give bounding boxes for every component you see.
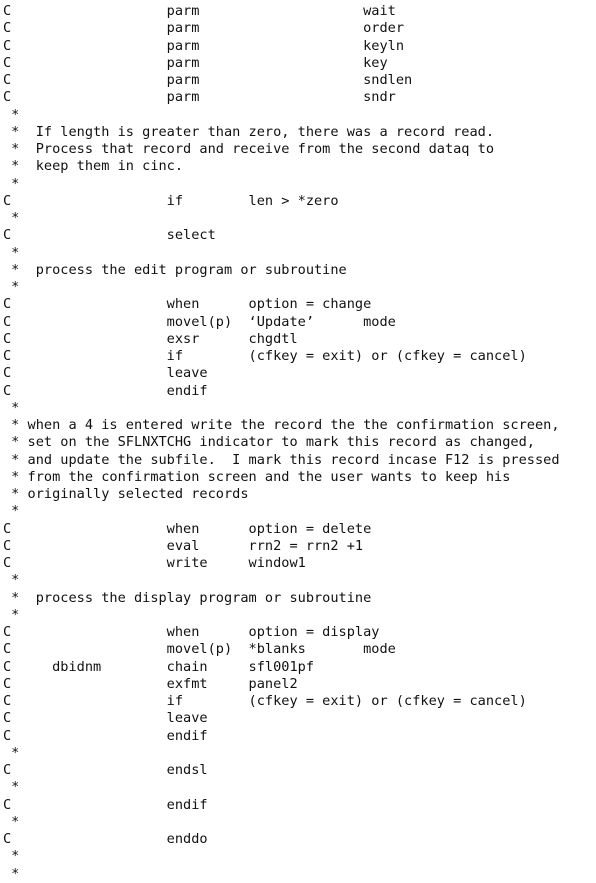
code-line: C endif	[3, 727, 208, 744]
code-line: C endif	[3, 382, 208, 399]
code-line: C movel(p) ‘Update’ mode	[3, 313, 396, 330]
comment-line: * set on the SFLNXTCHG indicator to mark this record as changed,	[3, 434, 535, 451]
comment-line: * keep them in cinc.	[3, 158, 184, 175]
comment-line: * when a 4 is entered write the record the the confirmation screen,	[3, 417, 560, 433]
comment-line: * process the edit program or subroutine	[3, 261, 347, 278]
comment-line: *	[3, 606, 20, 623]
comment-line: *	[3, 865, 20, 882]
comment-line: *	[3, 244, 20, 261]
code-line: C parm sndlen	[3, 72, 413, 88]
code-line: C parm keyln	[3, 37, 405, 54]
comment-line: * Process that record and receive from the second dataq to	[3, 141, 495, 157]
comment-line: *	[3, 779, 20, 796]
code-line: C dbidnm chain sfl001pf	[3, 658, 314, 675]
code-line: C write window1	[3, 555, 306, 571]
code-line: C parm key	[3, 54, 388, 71]
source-code-listing	[3, 3, 593, 883]
code-line: C exfmt panel2	[3, 675, 298, 692]
code-line: C parm sndr	[3, 89, 396, 106]
comment-line: *	[3, 279, 20, 295]
code-line: C enddo	[3, 831, 208, 847]
code-line: C leave	[3, 710, 208, 727]
comment-line: * If length is greater than zero, there was a record read.	[3, 123, 495, 140]
code-line: C when option = change	[3, 296, 372, 313]
comment-line: *	[3, 848, 20, 865]
comment-line: *	[3, 503, 20, 520]
code-line: C exsr chgdtl	[3, 330, 298, 347]
comment-line: *	[3, 210, 20, 226]
code-line: C movel(p) *blanks mode	[3, 641, 396, 658]
code-line: C leave	[3, 365, 208, 382]
code-line: C endsl	[3, 762, 208, 778]
code-line: C if (cfkey = exit) or (cfkey = cancel)	[3, 348, 527, 364]
comment-line: *	[3, 744, 20, 761]
comment-line: * process the display program or subroutine	[3, 589, 372, 606]
code-line: C if len > *zero	[3, 192, 339, 209]
comment-line: *	[3, 106, 20, 123]
comment-line: * originally selected records	[3, 486, 249, 502]
comment-line: *	[3, 813, 20, 830]
code-line: C when option = delete	[3, 520, 372, 537]
code-line: C parm order	[3, 20, 405, 37]
comment-line: *	[3, 175, 20, 192]
code-line: C select	[3, 227, 216, 244]
code-line: C endif	[3, 796, 208, 813]
code-line: C parm wait	[3, 3, 396, 19]
comment-line: * and update the subfile. I mark this record incase F12 is pressed	[3, 451, 560, 468]
code-line: C if (cfkey = exit) or (cfkey = cancel)	[3, 693, 527, 709]
comment-line: * from the confirmation screen and the user wants to keep his	[3, 468, 511, 485]
comment-line: *	[3, 399, 20, 416]
code-line: C eval rrn2 = rrn2 +1	[3, 537, 364, 554]
comment-line: *	[3, 572, 20, 589]
code-line: C when option = display	[3, 624, 380, 640]
